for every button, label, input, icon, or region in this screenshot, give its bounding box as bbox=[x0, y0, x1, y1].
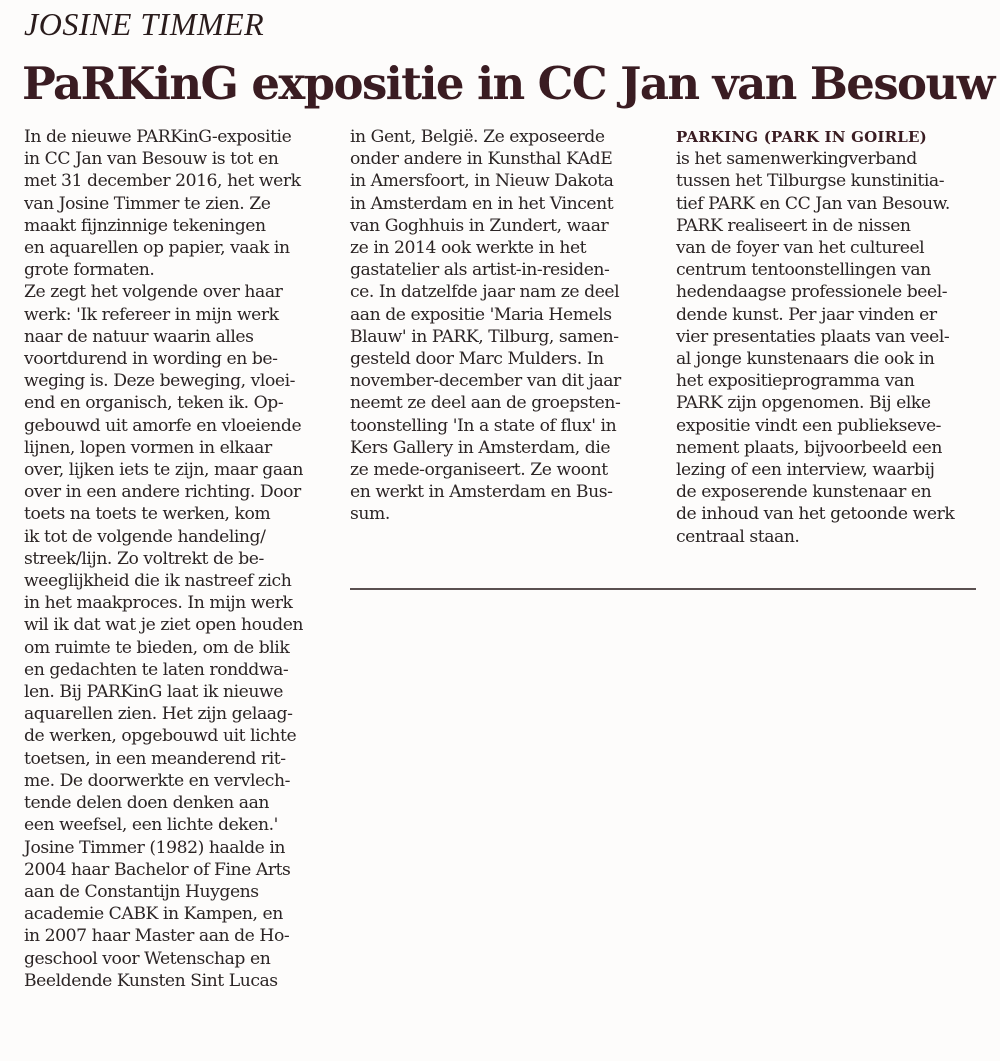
text-line: toetsen, in een meanderend rit- bbox=[24, 748, 286, 769]
text-line: academie CABK in Kampen, en bbox=[24, 904, 283, 925]
text-line: met 31 december 2016, het werk bbox=[24, 171, 301, 192]
sidebar-subhead: PARKING (PARK IN GOIRLE) bbox=[676, 128, 927, 146]
text-line: 2004 haar Bachelor of Fine Arts bbox=[24, 859, 291, 880]
body-column-2 bbox=[350, 126, 668, 526]
text-line: PARK zijn opgenomen. Bij elke bbox=[676, 393, 931, 414]
text-line: len. Bij PARKinG laat ik nieuwe bbox=[24, 682, 284, 703]
text-line: centrum tentoonstellingen van bbox=[676, 260, 931, 281]
text-line: van Goghhuis in Zundert, waar bbox=[350, 215, 609, 236]
text-line: weging is. Deze beweging, vloei- bbox=[24, 371, 295, 392]
text-line: PARK realiseert in de nissen bbox=[676, 215, 911, 236]
text-line: lijnen, lopen vormen in elkaar bbox=[24, 437, 272, 458]
text-line: maakt fijnzinnige tekeningen bbox=[24, 215, 266, 236]
text-line: en gedachten te laten ronddwa- bbox=[24, 659, 289, 680]
text-line: grote formaten. bbox=[24, 260, 155, 281]
column-divider-rule bbox=[350, 588, 976, 590]
body-column-1 bbox=[24, 126, 342, 992]
text-line: ce. In datzelfde jaar nam ze deel bbox=[350, 282, 620, 303]
text-line: in 2007 haar Master aan de Ho- bbox=[24, 926, 290, 947]
text-line: centraal staan. bbox=[676, 526, 800, 547]
text-line: weeglijkheid die ik nastreef zich bbox=[24, 571, 292, 592]
text-line: Blauw' in PARK, Tilburg, samen- bbox=[350, 326, 619, 347]
text-line: Beeldende Kunsten Sint Lucas bbox=[24, 970, 278, 991]
text-line: streek/lijn. Zo voltrekt de be- bbox=[24, 548, 264, 569]
text-line: tende delen doen denken aan bbox=[24, 793, 269, 814]
text-line: gesteld door Marc Mulders. In bbox=[350, 349, 604, 370]
text-line: end en organisch, teken ik. Op- bbox=[24, 393, 284, 414]
text-line: in CC Jan van Besouw is tot en bbox=[24, 149, 279, 170]
text-line: is het samenwerkingverband bbox=[676, 149, 917, 170]
text-line: gebouwd uit amorfe en vloeiende bbox=[24, 415, 302, 436]
text-line: de werken, opgebouwd uit lichte bbox=[24, 726, 297, 747]
text-line: om ruimte te bieden, om de blik bbox=[24, 637, 290, 658]
text-line: over, lijken iets te zijn, maar gaan bbox=[24, 460, 304, 481]
text-line: in Amersfoort, in Nieuw Dakota bbox=[350, 171, 614, 192]
text-line: november-december van dit jaar bbox=[350, 371, 621, 392]
text-line: ze mede-organiseert. Ze woont bbox=[350, 460, 608, 481]
text-line: hedendaagse professionele beel- bbox=[676, 282, 948, 303]
text-line: gastatelier als artist-in-residen- bbox=[350, 260, 610, 281]
text-line: me. De doorwerkte en vervlech- bbox=[24, 770, 290, 791]
text-line: van de foyer van het cultureel bbox=[676, 238, 925, 259]
text-line: werk: 'Ik refereer in mijn werk bbox=[24, 304, 279, 325]
text-line: in Gent, België. Ze exposeerde bbox=[350, 127, 605, 147]
text-line: het expositieprogramma van bbox=[676, 371, 915, 392]
text-line: over in een andere richting. Door bbox=[24, 482, 301, 503]
article-headline: PaRKinG expositie in CC Jan van Besouw bbox=[22, 57, 994, 110]
text-line: Ze zegt het volgende over haar bbox=[24, 282, 283, 303]
text-line: naar de natuur waarin alles bbox=[24, 326, 254, 347]
text-line: van Josine Timmer te zien. Ze bbox=[24, 193, 271, 214]
text-line: sum. bbox=[350, 504, 390, 525]
text-line: tussen het Tilburgse kunstinitia- bbox=[676, 171, 945, 192]
text-line: de inhoud van het getoonde werk bbox=[676, 504, 955, 525]
text-line: en werkt in Amsterdam en Bus- bbox=[350, 482, 613, 503]
text-line: Josine Timmer (1982) haalde in bbox=[24, 837, 286, 858]
text-line: voortdurend in wording en be- bbox=[24, 349, 278, 370]
text-line: ik tot de volgende handeling/ bbox=[24, 526, 266, 547]
text-line: In de nieuwe PARKinG-expositie bbox=[24, 127, 292, 147]
text-line: geschool voor Wetenschap en bbox=[24, 948, 271, 969]
text-line: vier presentaties plaats van veel- bbox=[676, 326, 950, 347]
text-line: nement plaats, bijvoorbeeld een bbox=[676, 437, 943, 458]
text-line: aquarellen zien. Het zijn gelaag- bbox=[24, 704, 293, 725]
text-line: en aquarellen op papier, vaak in bbox=[24, 238, 290, 259]
text-line: ze in 2014 ook werkte in het bbox=[350, 238, 587, 259]
text-line: tief PARK en CC Jan van Besouw. bbox=[676, 193, 950, 214]
text-line: toonstelling 'In a state of flux' in bbox=[350, 415, 617, 436]
text-line: de exposerende kunstenaar en bbox=[676, 482, 932, 503]
text-line: dende kunst. Per jaar vinden er bbox=[676, 304, 937, 325]
author-kicker: JOSINE TIMMER bbox=[24, 6, 265, 42]
text-line: expositie vindt een publiekseve- bbox=[676, 415, 942, 436]
text-line: al jonge kunstenaars die ook in bbox=[676, 349, 935, 370]
text-line: aan de expositie 'Maria Hemels bbox=[350, 304, 612, 325]
text-line: lezing of een interview, waarbij bbox=[676, 460, 935, 481]
text-line: in Amsterdam en in het Vincent bbox=[350, 193, 614, 214]
text-line: aan de Constantijn Huygens bbox=[24, 881, 259, 902]
text-line: in het maakproces. In mijn werk bbox=[24, 593, 293, 614]
text-line: neemt ze deel aan de groepsten- bbox=[350, 393, 621, 414]
text-line: wil ik dat wat je ziet open houden bbox=[24, 615, 304, 636]
text-line: een weefsel, een lichte deken.' bbox=[24, 815, 278, 836]
text-line: onder andere in Kunsthal KAdE bbox=[350, 149, 613, 170]
sidebar-body bbox=[676, 148, 976, 548]
text-line: Kers Gallery in Amsterdam, die bbox=[350, 437, 611, 458]
text-line: toets na toets te werken, kom bbox=[24, 504, 271, 525]
body-column-3 bbox=[676, 126, 976, 548]
